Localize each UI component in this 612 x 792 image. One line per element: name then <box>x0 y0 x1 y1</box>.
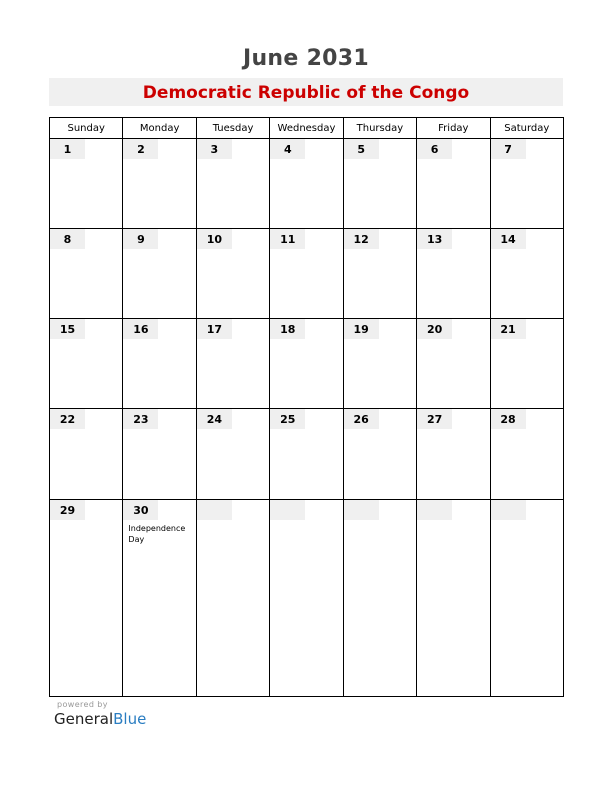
day-number: 5 <box>344 139 379 159</box>
day-cell[interactable] <box>417 499 490 697</box>
day-cell[interactable] <box>270 139 343 229</box>
empty-day-marker <box>197 500 232 520</box>
day-number: 27 <box>417 409 452 429</box>
weekday-header: Monday <box>123 118 196 139</box>
day-cell[interactable] <box>50 319 123 409</box>
day-number: 17 <box>197 319 232 339</box>
country-banner <box>49 78 563 106</box>
day-cell[interactable] <box>196 139 269 229</box>
day-number: 3 <box>197 139 232 159</box>
day-number: 24 <box>197 409 232 429</box>
day-cell[interactable] <box>417 139 490 229</box>
day-cell[interactable] <box>417 409 490 499</box>
day-cell[interactable] <box>50 499 123 697</box>
day-cell[interactable] <box>196 409 269 499</box>
calendar-body <box>50 139 564 697</box>
week-row <box>50 229 564 319</box>
day-cell[interactable] <box>50 229 123 319</box>
day-cell[interactable] <box>270 319 343 409</box>
day-cell[interactable] <box>123 319 196 409</box>
day-cell[interactable] <box>490 499 563 697</box>
weekday-header: Friday <box>417 118 490 139</box>
day-cell[interactable] <box>50 409 123 499</box>
day-cell[interactable] <box>123 499 196 697</box>
day-cell[interactable] <box>270 229 343 319</box>
day-number: 28 <box>491 409 526 429</box>
holiday-label: Independence Day <box>128 523 186 544</box>
weekday-header: Wednesday <box>270 118 343 139</box>
day-number: 13 <box>417 229 452 249</box>
day-number: 11 <box>270 229 305 249</box>
day-number: 29 <box>50 500 85 520</box>
day-number: 18 <box>270 319 305 339</box>
weekday-header: Thursday <box>343 118 416 139</box>
day-number: 21 <box>491 319 526 339</box>
calendar-grid <box>49 117 564 697</box>
day-number: 16 <box>123 319 158 339</box>
day-cell[interactable] <box>196 319 269 409</box>
logo-general-text: General <box>54 710 114 728</box>
country-name: Democratic Republic of the Congo <box>142 83 470 103</box>
day-cell[interactable] <box>270 409 343 499</box>
day-number: 30 <box>123 500 158 520</box>
day-cell[interactable] <box>343 139 416 229</box>
day-cell[interactable] <box>343 409 416 499</box>
day-cell[interactable] <box>196 229 269 319</box>
day-cell[interactable] <box>196 499 269 697</box>
footer <box>54 700 146 728</box>
weekday-header-row <box>50 118 564 139</box>
day-number: 25 <box>270 409 305 429</box>
day-number: 4 <box>270 139 305 159</box>
week-row <box>50 139 564 229</box>
day-cell[interactable] <box>123 229 196 319</box>
page-title: June 2031 <box>242 46 370 71</box>
day-number: 1 <box>50 139 85 159</box>
day-cell[interactable] <box>490 229 563 319</box>
day-cell[interactable] <box>270 499 343 697</box>
day-cell[interactable] <box>490 409 563 499</box>
logo-blue-text: Blue <box>113 710 147 728</box>
weekday-header: Sunday <box>50 118 123 139</box>
day-cell[interactable] <box>343 319 416 409</box>
day-number: 14 <box>491 229 526 249</box>
empty-day-marker <box>270 500 305 520</box>
day-cell[interactable] <box>417 319 490 409</box>
day-number: 22 <box>50 409 85 429</box>
empty-day-marker <box>491 500 526 520</box>
day-number: 8 <box>50 229 85 249</box>
day-number: 10 <box>197 229 232 249</box>
week-row <box>50 319 564 409</box>
day-number: 12 <box>344 229 379 249</box>
day-cell[interactable] <box>490 139 563 229</box>
day-cell[interactable] <box>50 139 123 229</box>
day-number: 26 <box>344 409 379 429</box>
day-number: 20 <box>417 319 452 339</box>
powered-by-text: powered by <box>57 700 108 709</box>
day-number: 19 <box>344 319 379 339</box>
day-cell[interactable] <box>490 319 563 409</box>
day-cell[interactable] <box>343 229 416 319</box>
day-number: 15 <box>50 319 85 339</box>
day-cell[interactable] <box>123 139 196 229</box>
day-cell[interactable] <box>417 229 490 319</box>
day-number: 7 <box>491 139 526 159</box>
day-number: 9 <box>123 229 158 249</box>
empty-day-marker <box>417 500 452 520</box>
week-row <box>50 499 564 697</box>
day-cell[interactable] <box>343 499 416 697</box>
weekday-header: Tuesday <box>196 118 269 139</box>
day-cell[interactable] <box>123 409 196 499</box>
week-row <box>50 409 564 499</box>
day-number: 6 <box>417 139 452 159</box>
empty-day-marker <box>344 500 379 520</box>
generalblue-logo[interactable] <box>54 710 146 728</box>
weekday-header: Saturday <box>490 118 563 139</box>
day-number: 23 <box>123 409 158 429</box>
day-number: 2 <box>123 139 158 159</box>
